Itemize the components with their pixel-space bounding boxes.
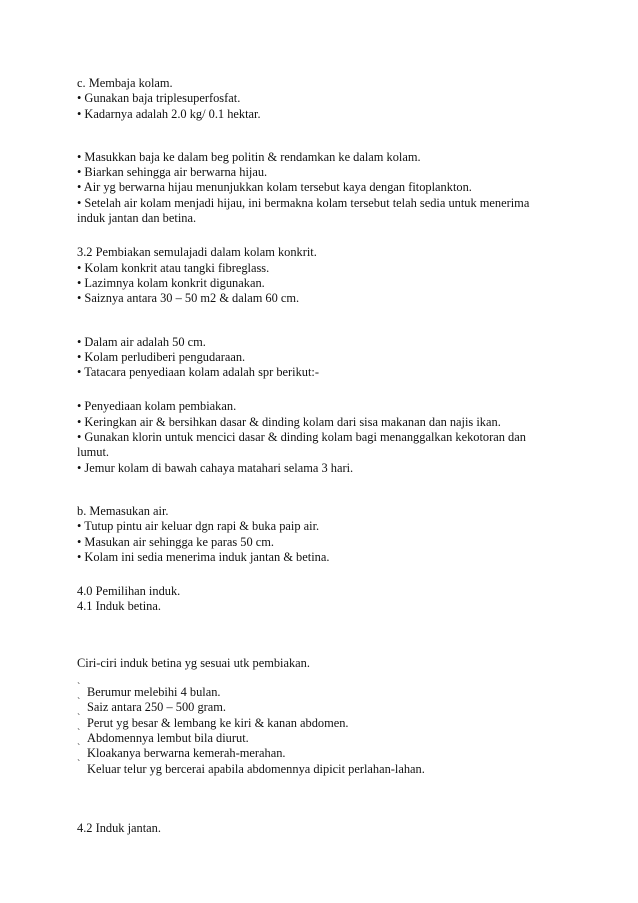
list-item: • Keringkan air & bersihkan dasar & dinding kolam dari sisa makanan dan najis ikan. bbox=[77, 414, 501, 429]
section-40-heading: 4.0 Pemilihan induk. bbox=[77, 584, 181, 599]
tick-mark: ` bbox=[77, 682, 81, 694]
section-b-heading: b. Memasukan air. bbox=[77, 503, 169, 518]
ciri-heading: Ciri-ciri induk betina yg sesuai utk pembiakan. bbox=[77, 655, 310, 670]
tick-mark: ` bbox=[77, 712, 81, 724]
list-item: • Air yg berwarna hijau menunjukkan kolam tersebut kaya dengan fitoplankton. bbox=[77, 180, 472, 195]
section-41-heading: 4.1 Induk betina. bbox=[77, 599, 161, 614]
list-item: • Lazimnya kolam konkrit digunakan. bbox=[77, 275, 265, 290]
list-item: • Setelah air kolam menjadi hijau, ini bermakna kolam tersebut telah sedia untuk menerima induk jantan dan betina. bbox=[77, 195, 530, 226]
list-item: • Gunakan klorin untuk mencici dasar & dinding kolam bagi menanggalkan kekotoran dan lumut. bbox=[77, 430, 526, 460]
tick-mark: ` bbox=[77, 743, 81, 755]
list-item bbox=[77, 743, 557, 761]
list-item: • Saiznya antara 30 – 50 m2 & dalam 60 cm. bbox=[77, 291, 300, 306]
list-item: • Kolam ini sedia menerima induk jantan & betina. bbox=[77, 549, 330, 564]
list-item-text: Saiz antara 250 – 500 gram. bbox=[87, 700, 227, 715]
section-42-heading: 4.2 Induk jantan. bbox=[77, 820, 161, 835]
list-item: • Tatacara penyediaan kolam adalah spr berikut:- bbox=[77, 365, 319, 380]
list-item: • Kadarnya adalah 2.0 kg/ 0.1 hektar. bbox=[77, 106, 261, 121]
list-item bbox=[77, 712, 557, 731]
list-item-text: Berumur melebihi 4 bulan. bbox=[87, 685, 221, 700]
list-item-text: Perut yg besar & lembang ke kiri & kanan abdomen. bbox=[87, 715, 349, 730]
tick-mark: ` bbox=[77, 727, 81, 739]
list-item: • Kolam konkrit atau tangki fibreglass. bbox=[77, 260, 270, 275]
section-32-heading: 3.2 Pembiakan semulajadi dalam kolam konkrit. bbox=[77, 245, 317, 260]
list-item: • Gunakan baja triplesuperfosfat. bbox=[77, 91, 241, 106]
list-item-text: Kloakanya berwarna kemerah-merahan. bbox=[87, 746, 286, 761]
list-item-text: Abdomennya lembut bila diurut. bbox=[87, 730, 249, 745]
list-item bbox=[77, 758, 557, 777]
list-item: • Biarkan sehingga air berwarna hijau. bbox=[77, 165, 268, 180]
list-item bbox=[77, 697, 557, 715]
tick-mark: ` bbox=[77, 758, 81, 770]
document-page bbox=[77, 76, 557, 836]
list-item: • Masukan air sehingga ke paras 50 cm. bbox=[77, 534, 275, 549]
list-item: • Dalam air adalah 50 cm. bbox=[77, 334, 206, 349]
list-item: • Masukkan baja ke dalam beg politin & rendamkan ke dalam kolam. bbox=[77, 149, 421, 164]
list-item bbox=[77, 682, 557, 700]
list-item: • Kolam perludiberi pengudaraan. bbox=[77, 349, 246, 364]
list-item: • Tutup pintu air keluar dgn rapi & buka paip air. bbox=[77, 519, 320, 534]
list-item: • Jemur kolam di bawah cahaya matahari selama 3 hari. bbox=[77, 460, 354, 475]
list-item-text: Keluar telur yg bercerai apabila abdomennya dipicit perlahan-lahan. bbox=[87, 761, 425, 776]
tick-mark: ` bbox=[77, 697, 81, 709]
list-item bbox=[77, 727, 557, 746]
list-item: • Penyediaan kolam pembiakan. bbox=[77, 399, 237, 414]
section-c-heading: c. Membaja kolam. bbox=[77, 76, 173, 90]
